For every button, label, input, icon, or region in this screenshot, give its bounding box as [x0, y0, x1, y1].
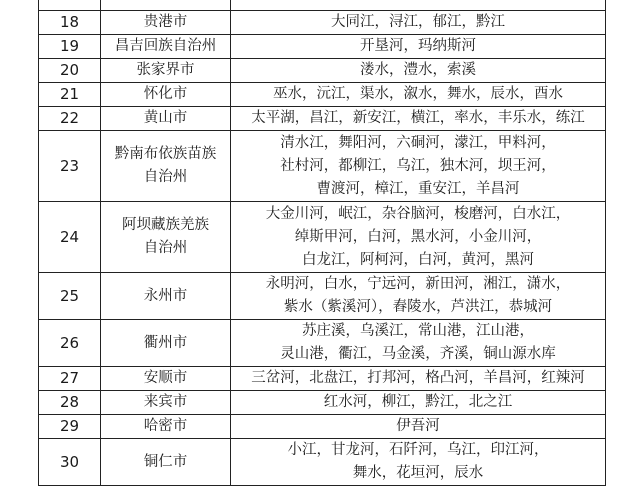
city-name-line: 昌吉回族自治州 [114, 38, 217, 54]
rivers-cell [231, 83, 606, 107]
city-name-cell [101, 202, 231, 273]
rivers-line: 舞水，花垣河，辰水 [352, 465, 484, 481]
row-number-cell: 20 [39, 59, 101, 83]
rivers-line: 灵山港，衢江，马金溪，齐溪，铜山源水库 [280, 346, 556, 362]
city-name-line: 衢州市 [143, 334, 188, 351]
city-name-cell [101, 0, 231, 11]
rivers-cell [231, 391, 606, 415]
city-name-line: 贵港市 [143, 14, 188, 30]
city-name-cell [101, 107, 231, 131]
table-row [39, 107, 606, 131]
city-name-line: 黄山市 [143, 110, 188, 126]
rivers-cell [231, 439, 606, 486]
city-name-line: 自治州 [143, 240, 188, 256]
row-number-cell: 18 [39, 11, 101, 35]
rivers-line: 三岔河，北盘江，打邦河，格凸河，羊昌河，红辣河 [251, 370, 585, 386]
rivers-cell [231, 107, 606, 131]
city-name-line: 哈密市 [143, 418, 188, 434]
table-body [39, 0, 606, 486]
rivers-line: 苏庄溪，乌溪江，常山港，江山港， [302, 323, 534, 339]
rivers-cell [231, 0, 606, 11]
rivers-line: 白龙江，阿柯河，白河，黄河，黑河 [302, 251, 534, 268]
row-number-cell: 30 [39, 439, 101, 486]
table-row [39, 131, 606, 202]
rivers-cell [231, 202, 606, 273]
table-row [39, 273, 606, 320]
rivers-line: 巫水，沅江，渠水，溆水，舞水，辰水，酉水 [273, 86, 563, 102]
row-number-cell: 25 [39, 273, 101, 320]
rivers-cell [231, 367, 606, 391]
rivers-line: 永明河，白水，宁远河，新田河，湘江，潇水， [265, 276, 571, 292]
rivers-line: 清水江，舞阳河，六硐河，濛江，甲料河， [280, 134, 556, 151]
rivers-line: 大金川河，岷江，杂谷脑河，梭磨河，白水江， [265, 205, 571, 222]
rivers-line: 伊吾河 [396, 418, 440, 434]
city-name-line: 阿坝藏族羌族 [122, 217, 209, 233]
table-row [39, 0, 606, 11]
city-name-line: 黔南布依族苗族 [114, 146, 217, 162]
city-name-line: 来宾市 [143, 394, 188, 410]
city-name-line: 安顺市 [143, 370, 188, 386]
city-name-line: 永州市 [143, 287, 188, 304]
table-row [39, 391, 606, 415]
rivers-line: 绰斯甲河，白河，黑水河，小金川河， [294, 228, 542, 245]
table-row [39, 439, 606, 486]
table-row [39, 35, 606, 59]
table-row [39, 202, 606, 273]
city-name-line: 张家界市 [136, 62, 195, 78]
row-number-cell: 27 [39, 367, 101, 391]
table-row [39, 367, 606, 391]
rivers-line: 太平湖，昌江，新安江，横江，率水，丰乐水，练江 [251, 110, 585, 126]
row-number-cell: 26 [39, 320, 101, 367]
row-number-cell: 22 [39, 107, 101, 131]
rivers-line: 曹渡河，樟江，重安江，羊昌河 [316, 180, 520, 197]
table-row [39, 59, 606, 83]
city-name-line: 怀化市 [143, 86, 188, 102]
table-row [39, 320, 606, 367]
row-number-cell: 21 [39, 83, 101, 107]
table-row [39, 11, 606, 35]
rivers-cell [231, 273, 606, 320]
rivers-line: 红水河，柳江，黔江，北之江 [323, 394, 513, 410]
city-name-cell [101, 391, 231, 415]
city-name-cell [101, 59, 231, 83]
city-name-cell [101, 131, 231, 202]
row-number-cell [39, 0, 101, 11]
city-name-cell [101, 367, 231, 391]
city-name-cell [101, 11, 231, 35]
rivers-line: 小江，甘龙河，石阡河，乌江，印江河， [287, 442, 549, 458]
city-name-cell [101, 415, 231, 439]
city-name-cell [101, 83, 231, 107]
city-name-cell [101, 439, 231, 486]
city-name-cell [101, 273, 231, 320]
row-number-cell: 28 [39, 391, 101, 415]
row-number-cell: 19 [39, 35, 101, 59]
river-table [38, 0, 606, 486]
city-name-line: 自治州 [143, 169, 188, 185]
rivers-cell [231, 320, 606, 367]
row-number-cell: 23 [39, 131, 101, 202]
rivers-line: 社村河，都柳江，乌江，独木河，坝王河， [280, 157, 556, 174]
city-name-cell [101, 320, 231, 367]
table-row [39, 415, 606, 439]
rivers-line: 大同江，浔江，郁江，黔江 [331, 14, 505, 30]
row-number-cell: 29 [39, 415, 101, 439]
rivers-cell [231, 59, 606, 83]
rivers-cell [231, 415, 606, 439]
rivers-line: 溇水，澧水，索溪 [360, 62, 476, 78]
table-row [39, 83, 606, 107]
rivers-cell [231, 131, 606, 202]
rivers-line: 开垦河，玛纳斯河 [360, 38, 476, 54]
row-number-cell: 24 [39, 202, 101, 273]
rivers-cell [231, 35, 606, 59]
city-name-cell [101, 35, 231, 59]
city-name-line: 铜仁市 [143, 453, 188, 470]
rivers-cell [231, 11, 606, 35]
rivers-line: 紫水（紫溪河），舂陵水，芦洪江，恭城河 [283, 299, 553, 315]
